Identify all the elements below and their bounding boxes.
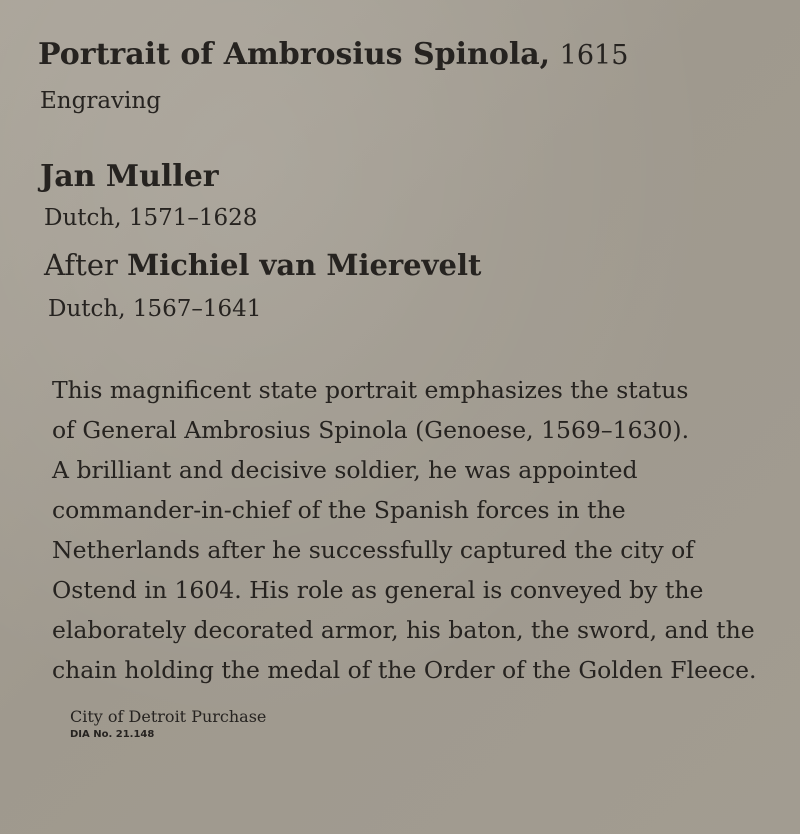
- after-prefix: After: [44, 248, 118, 282]
- credit-line: City of Detroit Purchase: [70, 707, 267, 726]
- after-artist-name: Michiel van Mierevelt: [127, 248, 482, 282]
- description-line: Netherlands after he successfully captured the city of: [52, 536, 694, 564]
- description-line: Ostend in 1604. His role as general is conveyed by the: [52, 576, 704, 604]
- description-line: chain holding the medal of the Order of the Golden Fleece.: [52, 656, 757, 684]
- accession-number: DIA No. 21.148: [70, 729, 155, 740]
- description-paragraph: [52, 370, 762, 690]
- after-artist-nationality-dates: Dutch, 1567–1641: [48, 296, 262, 322]
- artist-nationality-dates: Dutch, 1571–1628: [44, 205, 258, 231]
- description-line: of General Ambrosius Spinola (Genoese, 1569–1630).: [52, 416, 690, 444]
- description-line: commander-in-chief of the Spanish forces in the: [52, 496, 626, 524]
- artwork-medium: Engraving: [40, 88, 161, 114]
- artwork-year: 1615: [559, 40, 629, 71]
- artwork-title-name: Portrait of Ambrosius Spinola,: [38, 37, 551, 72]
- after-artist-line: [44, 246, 481, 284]
- description-line: elaborately decorated armor, his baton, the sword, and the: [52, 616, 755, 644]
- description-line: A brilliant and decisive soldier, he was appointed: [52, 456, 638, 484]
- artist-name: Jan Muller: [40, 159, 219, 194]
- description-line: This magnificent state portrait emphasizes the status: [52, 376, 689, 404]
- artwork-title: [38, 36, 628, 75]
